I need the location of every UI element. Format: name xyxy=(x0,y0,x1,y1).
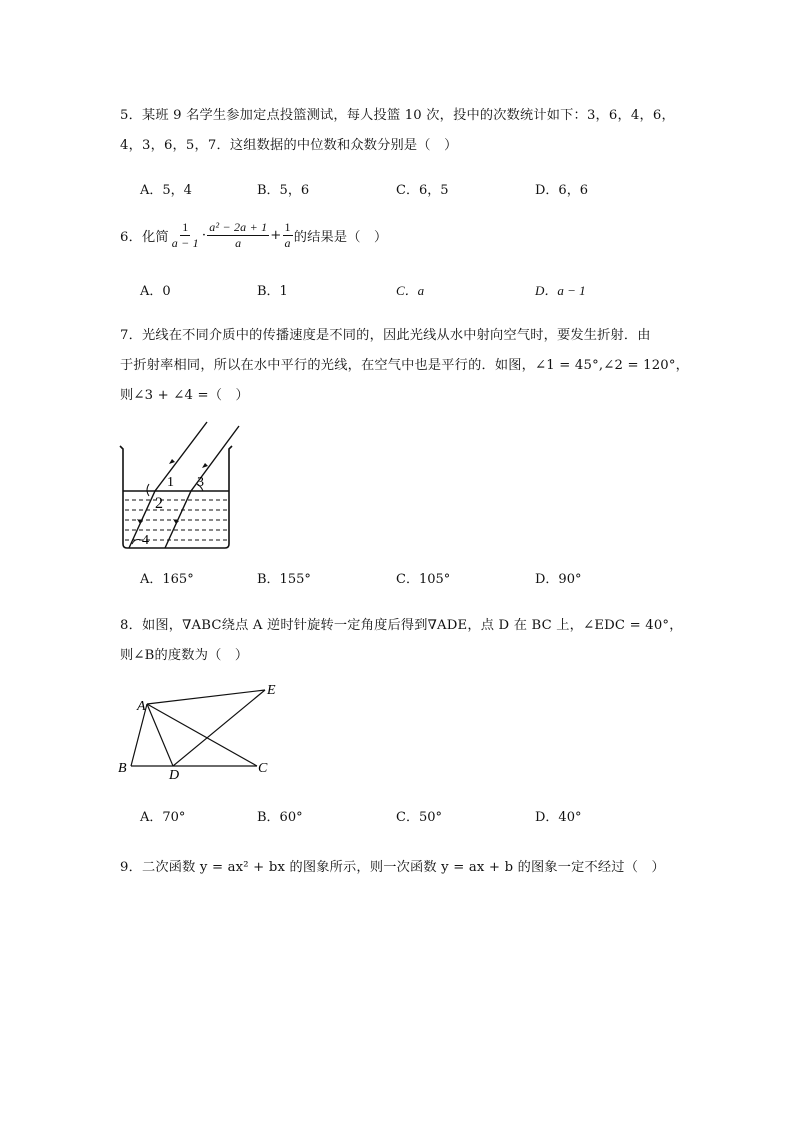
q6-option-a[interactable]: A．0 xyxy=(140,284,171,299)
q7-text-line1: 7．光线在不同介质中的传播速度是不同的，因此光线从水中射向空气时，要发生折射．由 xyxy=(120,328,651,343)
q5-option-a[interactable]: A．5，4 xyxy=(140,183,192,198)
beaker-outline xyxy=(120,446,232,548)
q5-text-line2: 4，3，6，5，7．这组数据的中位数和众数分别是（ ） xyxy=(120,138,458,153)
q8-option-a[interactable]: A．70° xyxy=(140,810,186,825)
q5-option-b[interactable]: B．5，6 xyxy=(257,183,310,198)
q7-option-b[interactable]: B．155° xyxy=(257,572,311,587)
q5-option-d[interactable]: D．6，6 xyxy=(535,183,588,198)
q8-text-line1: 8．如图，∇ABC绕点 A 逆时针旋转一定角度后得到∇ADE，点 D 在 BC 上，∠EDC = 40°， xyxy=(120,618,683,633)
q6-option-d[interactable]: D．a − 1 xyxy=(535,283,586,298)
q6-fraction-3-denominator: a xyxy=(284,236,291,250)
q7-text-line2: 于折射率相同，所以在水中平行的光线，在空气中也是平行的．如图，∠1 = 45°,∠2 = 120°， xyxy=(120,358,690,373)
angle-arc-1 xyxy=(147,484,149,496)
vertex-label-c: C xyxy=(258,761,268,776)
q6-prefix: 6．化简 xyxy=(120,230,169,245)
q7-refraction-figure xyxy=(115,418,245,554)
angle-label-2: 2 xyxy=(155,495,163,512)
vertex-label-a: A xyxy=(137,699,146,714)
angle-label-3: 3 xyxy=(197,475,204,490)
angle-label-1: 1 xyxy=(167,475,174,490)
q6-fraction-2-numerator: a² − 2a + 1 xyxy=(209,220,268,234)
q6-fraction-1-numerator: 1 xyxy=(182,220,189,234)
q6-fraction-1 xyxy=(170,220,201,251)
q5-text-line1: 5．某班 9 名学生参加定点投篮测试，每人投篮 10 次，投中的次数统计如下：3，6，4，6， xyxy=(120,108,675,123)
q7-option-d[interactable]: D．90° xyxy=(535,572,582,587)
q8-option-c[interactable]: C．50° xyxy=(396,810,442,825)
q6-plus: + xyxy=(270,228,282,243)
q6-suffix: 的结果是（ ） xyxy=(293,230,388,245)
q6-fraction-2-denominator: a xyxy=(235,236,242,250)
q9-text-line1: 9．二次函数 y = ax² + bx 的图象所示，则一次函数 y = ax + b 的图象一定不经过（ ） xyxy=(120,860,665,875)
q6-fraction-1-denominator: a − 1 xyxy=(171,236,199,250)
vertex-label-d: D xyxy=(169,768,180,780)
q6-option-b[interactable]: B．1 xyxy=(257,284,288,299)
q7-option-c[interactable]: C．105° xyxy=(396,572,451,587)
q6-fraction-3-numerator: 1 xyxy=(284,220,291,234)
q6-expression xyxy=(120,220,387,251)
q8-triangle-figure xyxy=(115,680,285,780)
triangle-lines xyxy=(131,690,265,766)
angle-label-4: 4 xyxy=(142,533,149,548)
q8-option-b[interactable]: B．60° xyxy=(257,810,303,825)
q6-dot: · xyxy=(201,228,207,243)
q7-option-a[interactable]: A．165° xyxy=(140,572,194,587)
q8-text-line2: 则∠B的度数为（ ） xyxy=(120,648,249,663)
q6-fraction-2 xyxy=(207,220,269,251)
q8-option-d[interactable]: D．40° xyxy=(535,810,582,825)
q6-option-c[interactable]: C．a xyxy=(396,283,425,298)
q6-fraction-3 xyxy=(283,220,293,251)
q5-option-c[interactable]: C．6，5 xyxy=(396,183,449,198)
q7-text-line3: 则∠3 + ∠4 =（ ） xyxy=(120,388,249,403)
vertex-label-b: B xyxy=(118,761,127,776)
vertex-label-e: E xyxy=(267,683,276,698)
